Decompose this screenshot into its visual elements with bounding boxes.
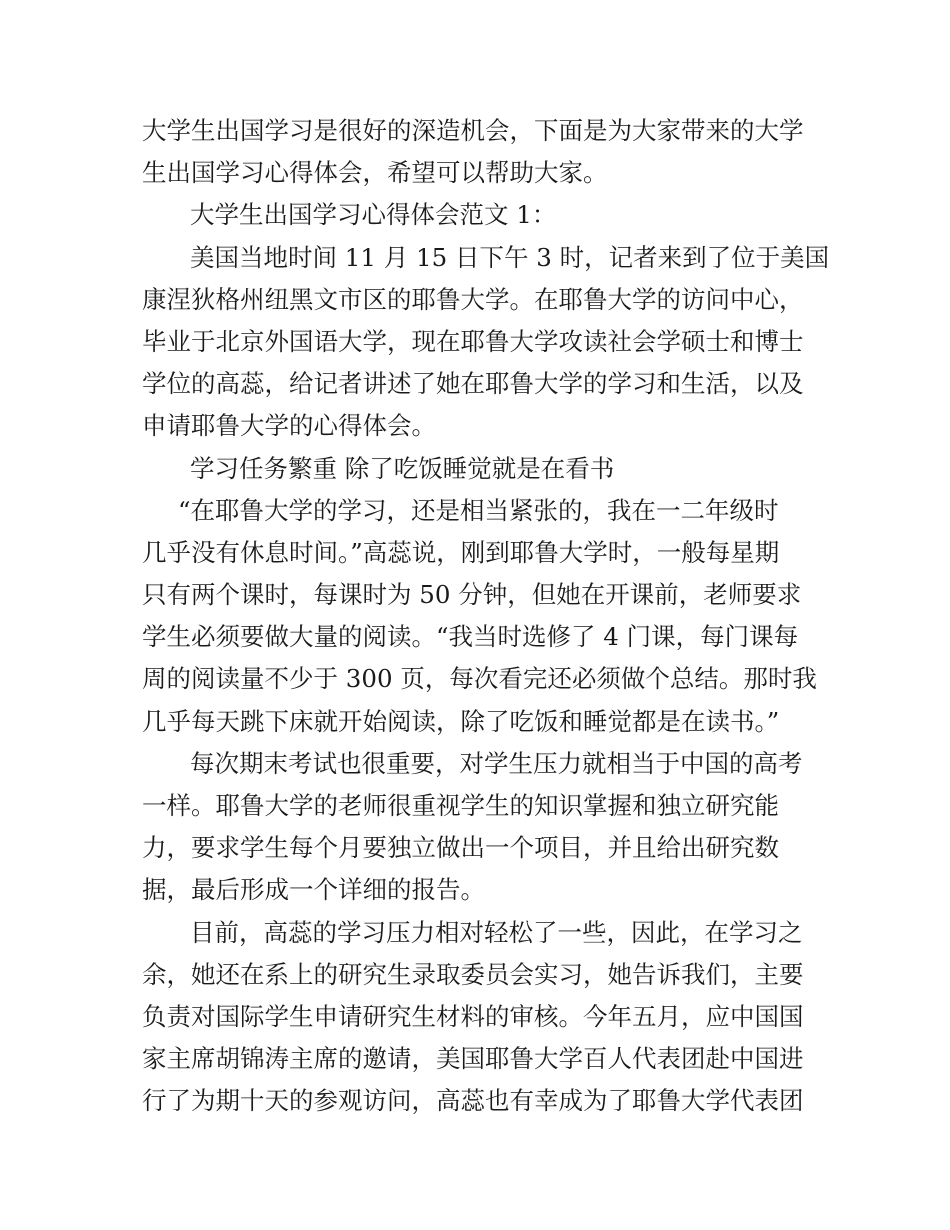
text-line: 几乎没有休息时间。”高蕊说，刚到耶鲁大学时，一般每星期: [142, 537, 780, 567]
text-line: 大学生出国学习心得体会范文 1：: [190, 200, 557, 230]
text-line: 学习任务繁重 除了吃饭睡觉就是在看书: [190, 453, 615, 483]
document-body: [142, 110, 830, 1123]
text-line: 据，最后形成一个详细的报告。: [142, 875, 485, 905]
text-line: 大学生出国学习是很好的深造机会，下面是为大家带来的大学: [142, 116, 804, 145]
text-line: 家主席胡锦涛主席的邀请，美国耶鲁大学百人代表团赴中国进: [142, 1044, 804, 1074]
text-line: 行了为期十天的参观访问，高蕊也有幸成为了耶鲁大学代表团: [142, 1086, 804, 1116]
text-line: 申请耶鲁大学的心得体会。: [142, 411, 436, 441]
text-line: 力，要求学生每个月要独立做出一个项目，并且给出研究数: [142, 833, 779, 863]
text-line: 美国当地时间 11 月 15 日下午 3 时，记者来到了位于美国: [190, 242, 830, 272]
text-line: 负责对国际学生申请研究生材料的审核。今年五月，应中国国: [142, 1001, 804, 1031]
text-line: 只有两个课时，每课时为 50 分钟，但她在开课前，老师要求: [142, 580, 802, 610]
text-line: 毕业于北京外国语大学，现在耶鲁大学攻读社会学硕士和博士: [142, 326, 804, 356]
text-line: 生出国学习心得体会，希望可以帮助大家。: [142, 158, 608, 188]
text-line: 余，她还在系上的研究生录取委员会实习，她告诉我们，主要: [142, 959, 804, 989]
text-line: 每次期末考试也很重要，对学生压力就相当于中国的高考: [190, 748, 803, 778]
text-line: 康涅狄格州纽黑文市区的耶鲁大学。在耶鲁大学的访问中心，: [142, 284, 804, 314]
text-line: 学位的高蕊，给记者讲述了她在耶鲁大学的学习和生活，以及: [142, 369, 804, 399]
text-line: 几乎每天跳下床就开始阅读，除了吃饭和睡觉都是在读书。”: [142, 706, 780, 736]
text-line: 周的阅读量不少于 300 页，每次看完还必须做个总结。那时我: [142, 664, 817, 694]
text-line: “在耶鲁大学的学习，还是相当紧张的，我在一二年级时: [178, 495, 779, 525]
text-line: 学生必须要做大量的阅读。“我当时选修了 4 门课，每门课每: [142, 622, 799, 652]
text-line: 目前，高蕊的学习压力相对轻松了一些，因此，在学习之: [190, 917, 803, 947]
text-line: 一样。耶鲁大学的老师很重视学生的知识掌握和独立研究能: [142, 791, 779, 820]
